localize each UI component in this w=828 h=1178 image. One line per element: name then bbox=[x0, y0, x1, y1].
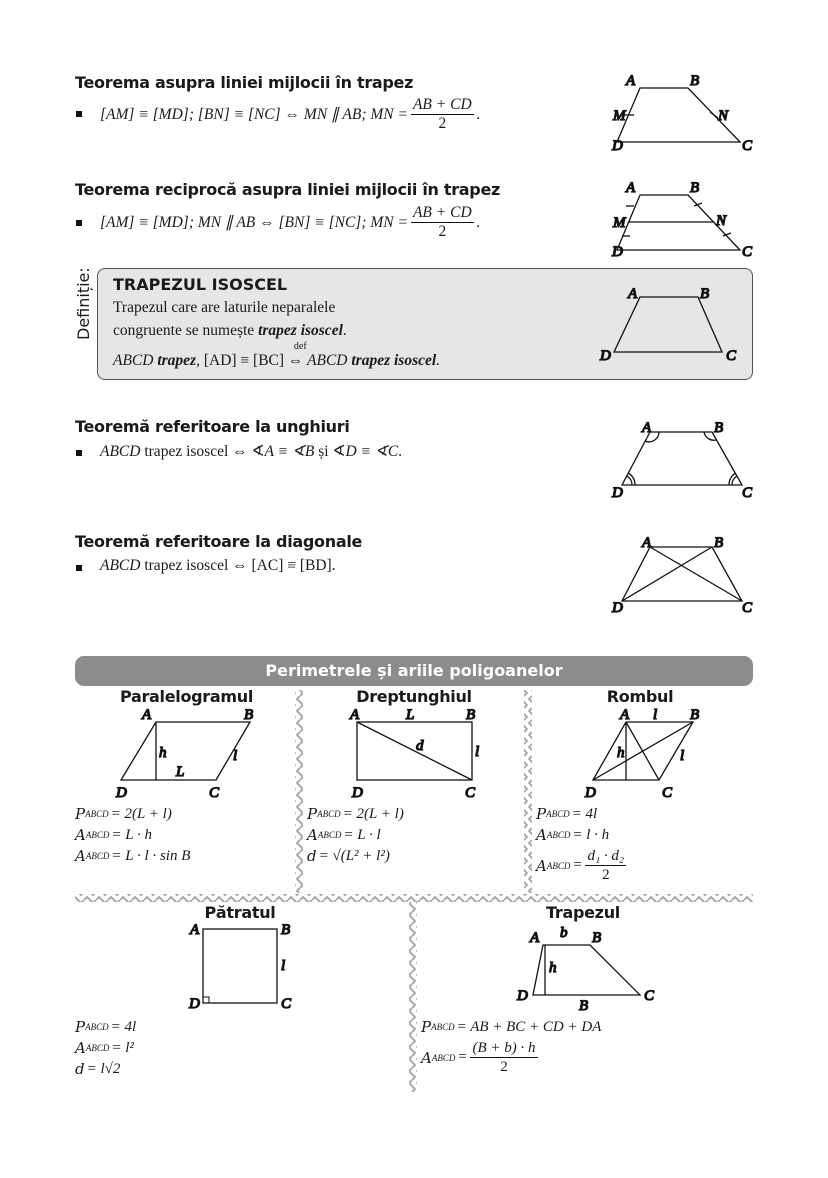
text: D ≡ ∢C bbox=[345, 443, 399, 460]
trapezoid-midline-diagram bbox=[611, 73, 753, 154]
label-B: B bbox=[700, 286, 710, 302]
formula bbox=[536, 826, 609, 844]
numerator: (B + b) · h bbox=[472, 1040, 536, 1056]
def-label: def bbox=[293, 341, 307, 352]
text: A ≡ ∢B bbox=[264, 443, 315, 460]
formula-symbol: A bbox=[75, 1039, 86, 1057]
label-C: C bbox=[644, 988, 655, 1004]
formula-symbol: A bbox=[75, 847, 86, 865]
label-C: C bbox=[742, 138, 753, 154]
formula-rhs: = L · h bbox=[111, 826, 153, 843]
text: . bbox=[342, 322, 347, 339]
row-divider bbox=[75, 894, 753, 902]
label-B: B bbox=[592, 930, 602, 946]
formula-rhs: = L · l · sin B bbox=[111, 847, 191, 864]
formula-symbol: A bbox=[75, 826, 86, 844]
term: trapez bbox=[157, 352, 197, 369]
label-C: C bbox=[662, 785, 673, 801]
label-B: B bbox=[690, 180, 700, 196]
shape-title-square: Pătratul bbox=[204, 903, 276, 922]
formula-subscript: ABCD bbox=[85, 1022, 109, 1032]
text: ABCD bbox=[100, 443, 141, 460]
section-banner: Perimetrele și ariile poligoanelor bbox=[75, 656, 753, 686]
text: trapez isoscel ⇔ [AC] ≡ [BD]. bbox=[140, 557, 336, 574]
text: trapez isoscel ⇔ ∢ bbox=[140, 443, 265, 460]
label-A: A bbox=[190, 922, 200, 938]
column-divider bbox=[524, 690, 532, 893]
label-l: l bbox=[475, 744, 480, 760]
fraction bbox=[470, 1039, 537, 1076]
trapezoid-converse-diagram bbox=[611, 180, 753, 260]
rhombus-diagram bbox=[584, 707, 699, 801]
text: . bbox=[398, 443, 403, 460]
formula-rhs: = bbox=[572, 857, 583, 873]
formula bbox=[536, 847, 629, 884]
label-D: D bbox=[612, 600, 623, 616]
definition-title: TRAPEZUL ISOSCEL bbox=[113, 275, 288, 294]
label-A: A bbox=[620, 707, 630, 723]
text: și ∢ bbox=[314, 443, 346, 460]
label-D: D bbox=[517, 988, 528, 1004]
formula bbox=[75, 1039, 134, 1057]
equivalence-arrow: ⇔ bbox=[287, 352, 304, 369]
formula-rhs: = 4l bbox=[571, 805, 598, 822]
text: , [AD] ≡ [BC] bbox=[196, 352, 288, 369]
formula bbox=[307, 847, 390, 865]
formula bbox=[307, 826, 381, 844]
denominator: 2 bbox=[602, 867, 610, 883]
formula-subscript: ABCD bbox=[85, 851, 110, 861]
statement-text: [AM] ≡ [MD]; MN ∥ AB ⇔ [BN] ≡ [NC]; MN = bbox=[100, 214, 408, 231]
label-l: l bbox=[653, 707, 658, 723]
label-C: C bbox=[742, 244, 753, 260]
label-C: C bbox=[465, 785, 476, 801]
formula-symbol: A bbox=[536, 826, 547, 844]
label-D: D bbox=[189, 996, 200, 1012]
text: . bbox=[436, 352, 441, 369]
label-D: D bbox=[116, 785, 127, 801]
label-B: B bbox=[714, 420, 724, 436]
denominator: 2 bbox=[438, 223, 447, 240]
formula-subscript: ABCD bbox=[546, 809, 570, 819]
text: congruente se numește bbox=[113, 322, 259, 339]
formula-subscript: ABCD bbox=[85, 809, 109, 819]
shape-title-trapezoid: Trapezul bbox=[546, 903, 620, 922]
label-A: A bbox=[626, 73, 636, 89]
formula bbox=[75, 805, 172, 823]
formula-symbol: A bbox=[536, 856, 547, 875]
label-D: D bbox=[612, 485, 623, 501]
formula-rhs: = 2(L + l) bbox=[342, 805, 404, 822]
label-A: A bbox=[626, 180, 636, 196]
numerator: AB + CD bbox=[412, 204, 472, 221]
numerator: d₁ · d₂ bbox=[587, 848, 625, 864]
label-D: D bbox=[600, 348, 611, 364]
label-L: L bbox=[406, 707, 415, 723]
label-A: A bbox=[350, 707, 360, 723]
formula bbox=[421, 1018, 601, 1036]
isosceles-diagonals-diagram bbox=[611, 535, 753, 616]
formula-symbol: d bbox=[75, 1060, 85, 1078]
label-C: C bbox=[742, 485, 753, 501]
trapezoid-diagram bbox=[516, 925, 655, 1014]
label-A: A bbox=[530, 930, 540, 946]
formula-rhs: = L · l bbox=[343, 826, 381, 843]
theorem-title-diagonals: Teoremă referitoare la diagonale bbox=[75, 532, 363, 551]
label-l: l bbox=[233, 748, 238, 764]
label-L: L bbox=[176, 764, 185, 780]
isosceles-angles-diagram bbox=[611, 420, 753, 501]
label-B: B bbox=[281, 922, 291, 938]
formula bbox=[75, 826, 152, 844]
formula bbox=[75, 1018, 136, 1036]
formula-symbol: d bbox=[307, 847, 317, 865]
label-base-B: B bbox=[579, 998, 589, 1014]
label-b: b bbox=[560, 925, 568, 941]
formula-subscript: ABCD bbox=[546, 830, 571, 840]
isosceles-trapezoid-diagram bbox=[599, 286, 737, 364]
theorem-title-midline-converse: Teorema reciprocă asupra liniei mijlocii în trapez bbox=[75, 180, 501, 199]
label-M: M bbox=[613, 108, 626, 124]
square-diagram bbox=[188, 922, 292, 1012]
formula-rhs: = l · h bbox=[572, 826, 610, 843]
label-l: l bbox=[281, 958, 286, 974]
label-B: B bbox=[466, 707, 476, 723]
label-C: C bbox=[281, 996, 292, 1012]
formula-subscript: ABCD bbox=[431, 1022, 455, 1032]
formula-symbol: P bbox=[75, 805, 86, 823]
period: . bbox=[476, 105, 481, 123]
formula-rhs: = AB + BC + CD + DA bbox=[456, 1018, 602, 1035]
theorem-title-midline: Teorema asupra liniei mijlocii în trapez bbox=[75, 73, 414, 92]
theorem-title-angles: Teoremă referitoare la unghiuri bbox=[75, 417, 350, 436]
column-divider bbox=[295, 690, 303, 893]
formula-symbol: A bbox=[307, 826, 318, 844]
formula-subscript: ABCD bbox=[317, 809, 341, 819]
rectangle-diagram bbox=[349, 707, 479, 801]
formula-rhs: = √(L² + l²) bbox=[318, 847, 390, 864]
label-h: h bbox=[617, 745, 625, 761]
formula bbox=[75, 847, 190, 865]
formula-subscript: ABCD bbox=[431, 1052, 456, 1063]
label-A: A bbox=[642, 535, 652, 551]
formula-rhs: = 4l bbox=[110, 1018, 137, 1035]
label-D: D bbox=[612, 244, 623, 260]
label-B: B bbox=[244, 707, 254, 723]
formula-symbol: P bbox=[536, 805, 547, 823]
term: trapez isoscel bbox=[351, 352, 437, 369]
formula-subscript: ABCD bbox=[317, 830, 342, 840]
denominator: 2 bbox=[500, 1059, 508, 1075]
parallelogram-diagram bbox=[115, 707, 253, 801]
formula-subscript: ABCD bbox=[85, 1043, 110, 1053]
period: . bbox=[476, 213, 481, 231]
label-B: B bbox=[714, 535, 724, 551]
statement-text: [AM] ≡ [MD]; [BN] ≡ [NC] ⇔ MN ∥ AB; MN = bbox=[100, 106, 408, 123]
label-B: B bbox=[690, 707, 700, 723]
label-N: N bbox=[718, 108, 729, 124]
formula-rhs: = bbox=[457, 1049, 468, 1065]
text: ABCD bbox=[100, 557, 141, 574]
label-D: D bbox=[585, 785, 596, 801]
label-l: l bbox=[680, 748, 685, 764]
numerator: AB + CD bbox=[412, 96, 472, 113]
formula-rhs: = l² bbox=[111, 1039, 134, 1056]
text: ABCD bbox=[303, 352, 352, 369]
formula bbox=[307, 805, 404, 823]
column-divider bbox=[409, 902, 417, 1092]
label-h: h bbox=[549, 960, 557, 976]
label-A: A bbox=[142, 707, 152, 723]
term: trapez isoscel bbox=[258, 322, 343, 339]
text: ABCD bbox=[113, 352, 158, 369]
formula-symbol: P bbox=[421, 1018, 432, 1036]
formula-rhs: = 2(L + l) bbox=[110, 805, 172, 822]
shape-title-rectangle: Dreptunghiul bbox=[356, 687, 472, 706]
denominator: 2 bbox=[438, 115, 447, 132]
formula bbox=[536, 805, 597, 823]
label-B: B bbox=[690, 73, 700, 89]
label-C: C bbox=[726, 348, 737, 364]
fraction bbox=[585, 847, 626, 884]
label-D: D bbox=[352, 785, 363, 801]
formula-symbol: P bbox=[307, 805, 318, 823]
formula-symbol: P bbox=[75, 1018, 86, 1036]
formula-symbol: A bbox=[421, 1048, 432, 1067]
shape-title-parallelogram: Paralelogramul bbox=[119, 687, 254, 706]
label-M: M bbox=[613, 215, 626, 231]
formula bbox=[421, 1039, 541, 1076]
label-N: N bbox=[716, 213, 727, 229]
label-C: C bbox=[209, 785, 220, 801]
definition-label: Definiție: bbox=[74, 267, 93, 340]
label-A: A bbox=[642, 420, 652, 436]
shape-title-rhombus: Rombul bbox=[606, 687, 674, 706]
label-h: h bbox=[159, 745, 167, 761]
formula-subscript: ABCD bbox=[85, 830, 110, 840]
label-D: D bbox=[612, 138, 623, 154]
definition-line-1: Trapezul care are laturile neparalele bbox=[113, 299, 336, 316]
label-A: A bbox=[628, 286, 638, 302]
label-C: C bbox=[742, 600, 753, 616]
formula-subscript: ABCD bbox=[546, 860, 571, 871]
formula-rhs: = l√2 bbox=[86, 1060, 121, 1077]
label-d: d bbox=[416, 738, 424, 754]
formula bbox=[75, 1060, 120, 1078]
